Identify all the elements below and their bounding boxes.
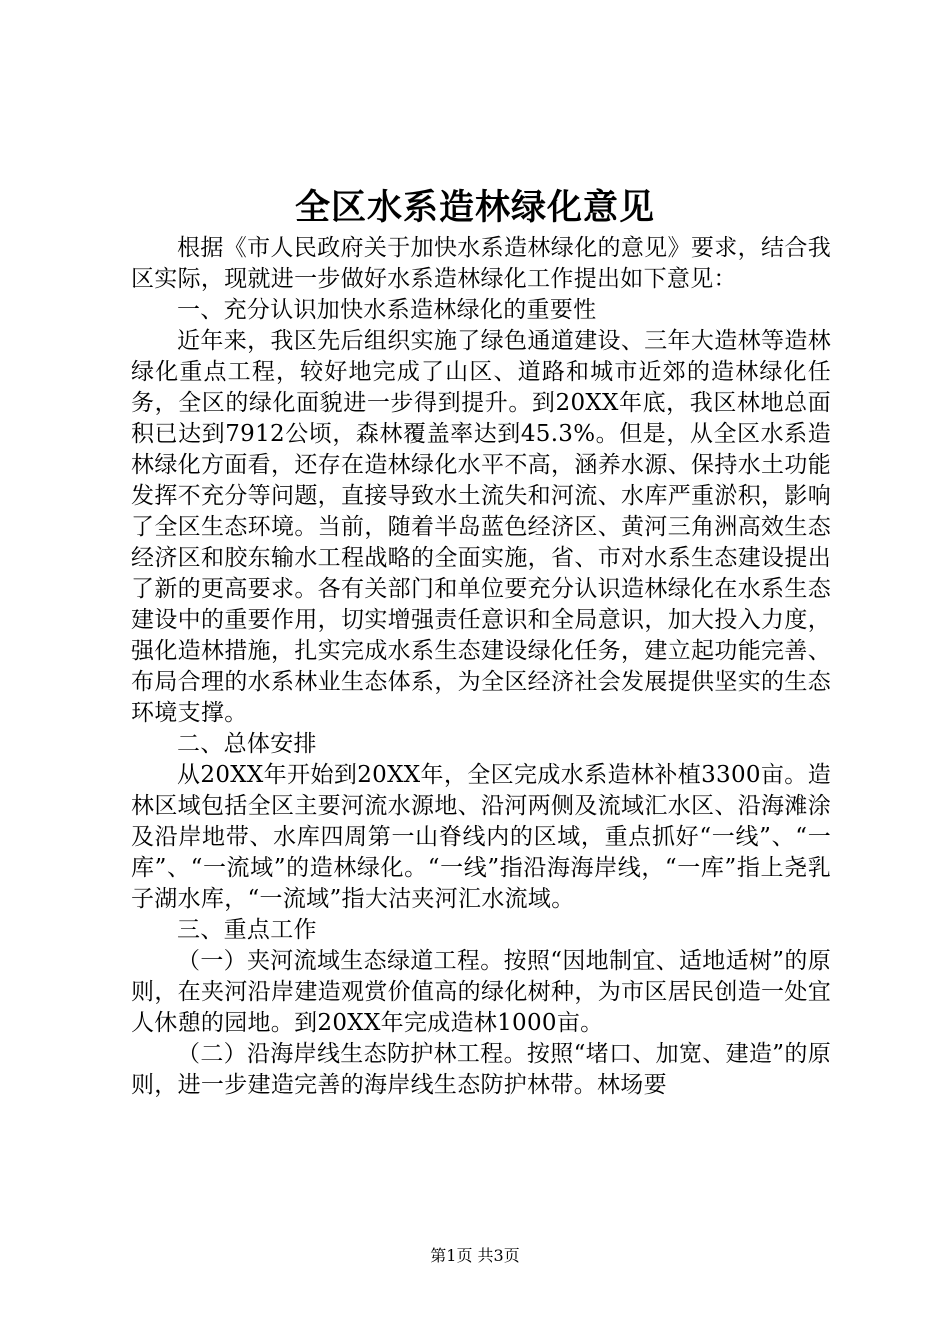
section-heading-2: 二、总体安排 [177, 731, 317, 757]
body-paragraph: （一）夹河流域生态绿道工程。按照“因地制宜、适地适树”的原则，在夹河沿岸建造观赏价值高的绿化树种，为市区居民创造一处宜人休憩的园地。到20XX年完成造林1000亩。 [131, 948, 831, 1036]
document-title: 全区水系造林绿化意见 [294, 187, 655, 228]
body-paragraph: 从20XX年开始到20XX年，全区完成水系造林补植3300亩。造林区域包括全区主要河流水源地、沿河两侧及流域汇水区、沿海滩涂及沿岸地带、水库四周第一山脊线内的区域，重点抓好“一线”、“一库”、“一流域”的造林绿化。“一线”指沿海海岸线，“一库”指上尧乳子湖水库，“一流域”指大沽夹河汇水流域。 [131, 762, 831, 912]
intro-paragraph: 根据《市人民政府关于加快水系造林绿化的意见》要求，结合我区实际，现就进一步做好水系造林绿化工作提出如下意见： [131, 235, 831, 292]
document-body [131, 233, 831, 1101]
section-heading-3: 三、重点工作 [177, 917, 317, 943]
page-number-footer: 第1页 共3页 [430, 1246, 520, 1265]
body-paragraph: （二）沿海岸线生态防护林工程。按照“堵口、加宽、建造”的原则，进一步建造完善的海岸线生态防护林带。林场要 [131, 1041, 831, 1098]
section-heading-1: 一、充分认识加快水系造林绿化的重要性 [177, 297, 597, 323]
body-paragraph: 近年来，我区先后组织实施了绿色通道建设、三年大造林等造林绿化重点工程，较好地完成了山区、道路和城市近郊的造林绿化任务，全区的绿化面貌进一步得到提升。到20XX年底，我区林地总面积已达到7912公顷，森林覆盖率达到45.3%。但是，从全区水系造林绿化方面看，还存在造林绿化水平不高，涵养水源、保持水土功能发挥不充分等问题，直接导致水土流失和河流、水库严重淤积，影响了全区生态环境。当前，随着半岛蓝色经济区、黄河三角洲高效生态经济区和胶东输水工程战略的全面实施，省、市对水系生态建设提出了新的更高要求。各有关部门和单位要充分认识造林绿化在水系生态建设中的重要作用，切实增强责任意识和全局意识，加大投入力度，强化造林措施，扎实完成水系生态建设绿化任务，建立起功能完善、布局合理的水系林业生态体系，为全区经济社会发展提供坚实的生态环境支撑。 [131, 328, 831, 726]
